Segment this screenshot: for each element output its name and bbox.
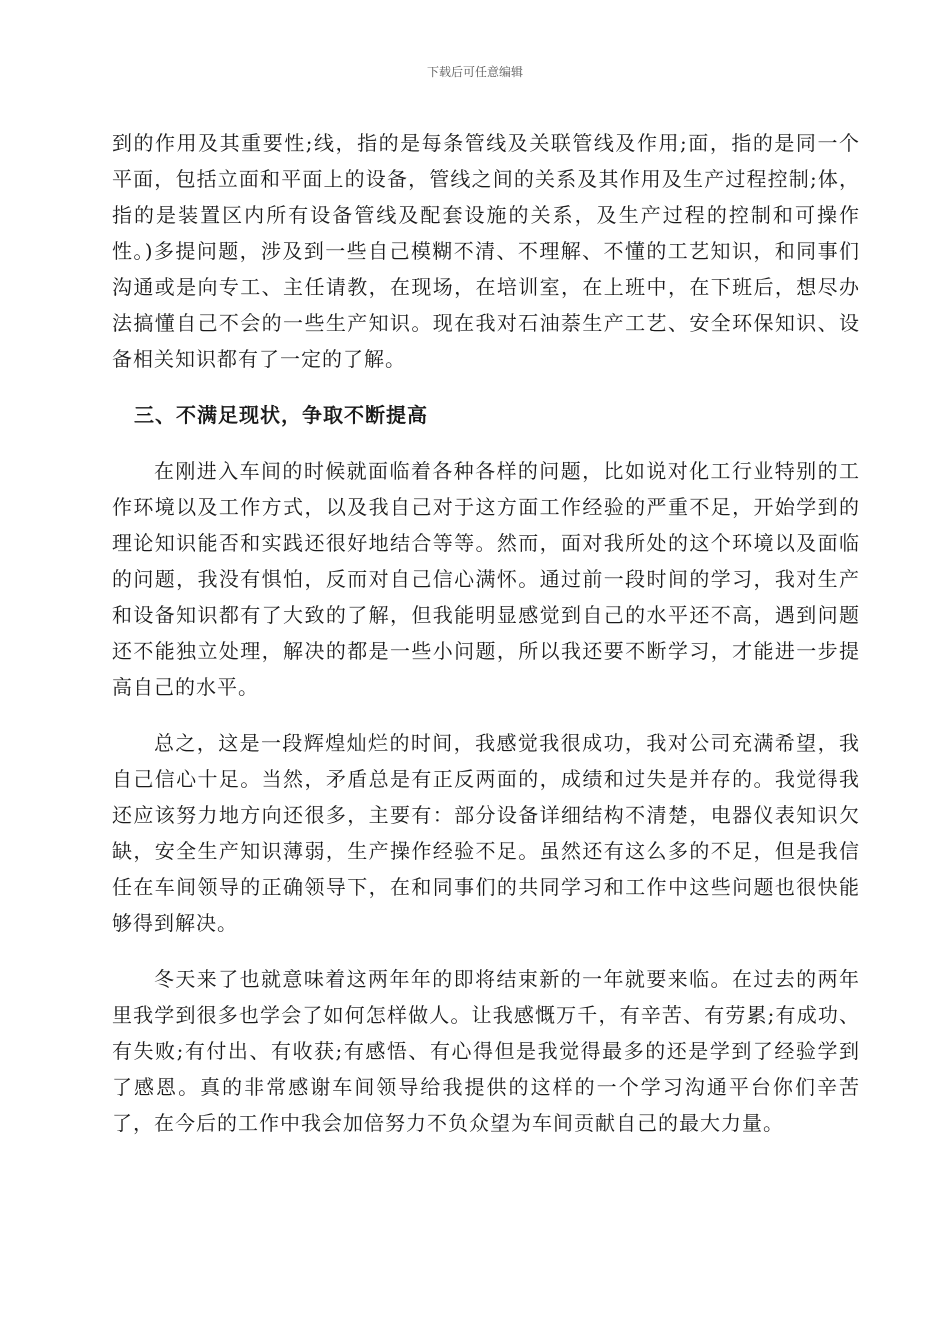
document-body [112, 125, 860, 1141]
page-header: 下载后可任意编辑 [426, 65, 523, 79]
paragraph-continued: 到的作用及其重要性;线，指的是每条管线及关联管线及作用;面，指的是同一个平面，包括立面和平面上的设备，管线之间的关系及其作用及生产过程控制;体，指的是装置区内所有设备管线及配套设施的关系，及生产过程的控制和可操作性。)多提问题，涉及到一些自己模糊不清、不理解、不懂的工艺知识，和同事们沟通或是向专工、主任请教，在现场，在培训室，在上班中，在下班后，想尽办法搞懂自己不会的一些生产知识。现在我对石油萘生产工艺、安全环保知识、设备相关知识都有了一定的了解。 [112, 131, 860, 371]
paragraph: 总之，这是一段辉煌灿烂的时间，我感觉我很成功，我对公司充满希望，我自己信心十足。当然，矛盾总是有正反两面的，成绩和过失是并存的。我觉得我还应该努力地方向还很多，主要有：部分设备详细结构不清楚，电器仪表知识欠缺，安全生产知识薄弱，生产操作经验不足。虽然还有这么多的不足，但是我信任在车间领导的正确领导下，在和同事们的共同学习和工作中这些问题也很快能够得到解决。 [112, 731, 860, 935]
paragraph: 冬天来了也就意味着这两年年的即将结束新的一年就要来临。在过去的两年里我学到很多也学会了如何怎样做人。让我感慨万千，有辛苦、有劳累;有成功、有失败;有付出、有收获;有感悟、有心得但是我觉得最多的还是学到了经验学到了感恩。真的非常感谢车间领导给我提供的这样的一个学习沟通平台你们辛苦了，在今后的工作中我会加倍努力不负众望为车间贡献自己的最大力量。 [112, 967, 860, 1135]
paragraph: 在刚进入车间的时候就面临着各种各样的问题，比如说对化工行业特别的工作环境以及工作方式，以及我自己对于这方面工作经验的严重不足，开始学到的理论知识能否和实践还很好地结合等等。然而，面对我所处的这个环境以及面临的问题，我没有惧怕，反而对自己信心满怀。通过前一段时间的学习，我对生产和设备知识都有了大致的了解，但我能明显感觉到自己的水平还不高，遇到问题还不能独立处理，解决的都是一些小问题，所以我还要不断学习，才能进一步提高自己的水平。 [112, 459, 860, 699]
section-heading: 三、不满足现状，争取不断提高 [134, 403, 428, 427]
